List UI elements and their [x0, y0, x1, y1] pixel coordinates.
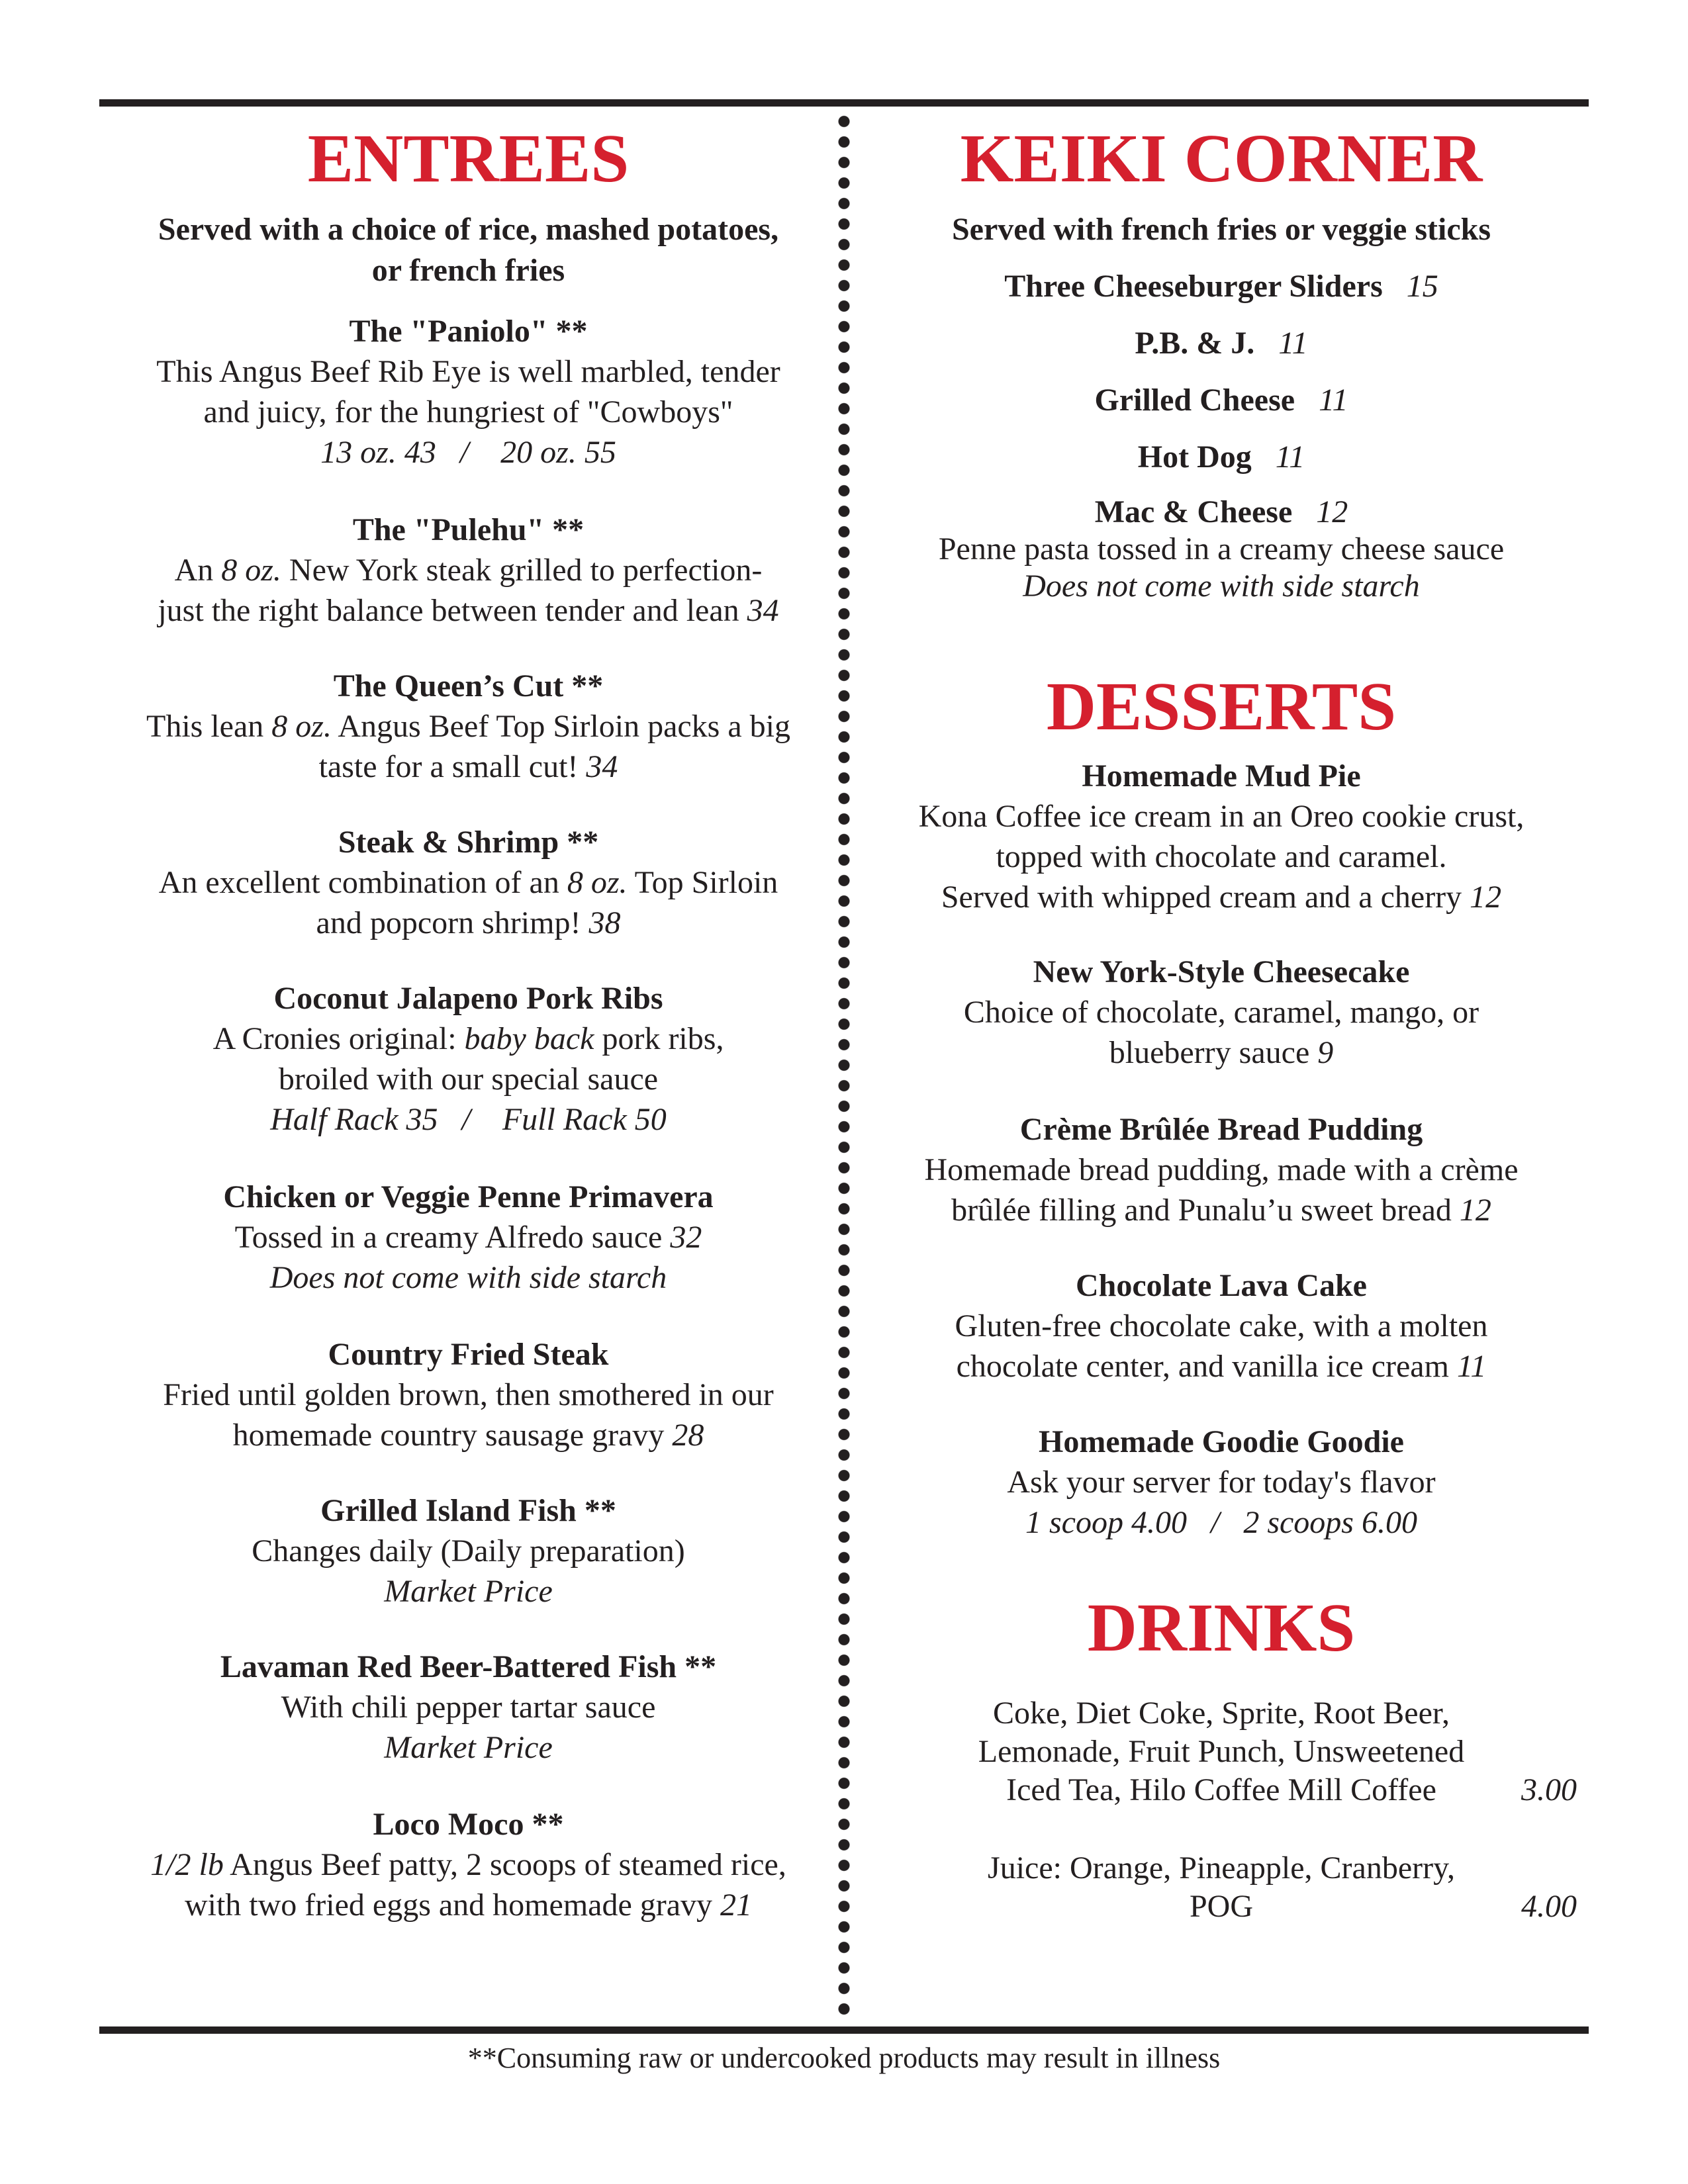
entree-desc: Tossed in a creamy Alfredo sauce 32 [234, 1220, 702, 1255]
entree-desc: This Angus Beef Rib Eye is well marbled, tender [156, 354, 780, 389]
dessert-price: 12 [1470, 880, 1502, 915]
keiki-name: P.B. & J. [1135, 326, 1255, 361]
dessert-desc: Choice of chocolate, caramel, mango, or [963, 995, 1479, 1030]
entree-item [106, 1490, 831, 1612]
dessert-desc: Homemade bread pudding, made with a crème [924, 1152, 1519, 1187]
keiki-price: 11 [1275, 439, 1305, 475]
entree-price: 32 [670, 1220, 702, 1255]
keiki-name: Three Cheeseburger Sliders [1004, 269, 1383, 304]
entree-price: Half Rack 35 / Full Rack 50 [270, 1102, 667, 1137]
dessert-name: Crème Brûlée Bread Pudding [1019, 1112, 1423, 1147]
entree-name: Coconut Jalapeno Pork Ribs [273, 981, 663, 1016]
entrees-subtitle-line2: or french fries [371, 253, 565, 288]
entree-name: The Queen’s Cut ** [333, 668, 604, 704]
desserts-heading: DESSERTS [1046, 668, 1397, 745]
entree-desc: taste for a small cut! 34 [318, 749, 618, 784]
drink-soda-line: Lemonade, Fruit Punch, Unsweetened [978, 1734, 1465, 1769]
dessert-price: 11 [1456, 1349, 1487, 1384]
entree-name: The "Paniolo" ** [349, 314, 588, 349]
keiki-name: Mac & Cheese [1094, 494, 1293, 529]
entrees-subtitle [106, 209, 831, 291]
entrees-subtitle-line1: Served with a choice of rice, mashed potatoes, [158, 212, 779, 247]
dessert-item [861, 756, 1582, 917]
dessert-item [861, 1109, 1582, 1230]
entree-price: 38 [588, 905, 621, 940]
dessert-desc: blueberry sauce 9 [1109, 1035, 1334, 1070]
entree-item [106, 311, 831, 473]
dessert-item [861, 952, 1582, 1073]
top-rule [99, 99, 1589, 107]
entree-desc: 1/2 lb Angus Beef patty, 2 scoops of steamed rice, [150, 1847, 786, 1882]
dessert-name: Homemade Goodie Goodie [1039, 1424, 1404, 1459]
dessert-desc: Ask your server for today's flavor [1007, 1465, 1436, 1500]
entree-desc: With chili pepper tartar sauce [281, 1690, 656, 1725]
drinks-heading: DRINKS [1087, 1590, 1356, 1666]
entree-desc: Changes daily (Daily preparation) [252, 1533, 685, 1569]
entree-item [106, 1804, 831, 1925]
entree-price: Market Price [384, 1730, 553, 1765]
entree-desc: and popcorn shrimp! 38 [316, 905, 621, 940]
entree-name: The "Pulehu" ** [352, 512, 585, 547]
entree-desc: Fried until golden brown, then smothered in our [163, 1377, 774, 1412]
keiki-item [861, 437, 1582, 477]
entree-desc: An excellent combination of an 8 oz. Top Sirloin [158, 865, 778, 900]
dessert-item [861, 1265, 1582, 1387]
entree-price: Market Price [384, 1574, 553, 1609]
entree-item [106, 510, 831, 631]
drink-soda-line: Coke, Diet Coke, Sprite, Root Beer, [993, 1696, 1450, 1731]
entree-name: Steak & Shrimp ** [338, 825, 599, 860]
drink-juice-line: POG 4.00 [861, 1888, 1582, 1926]
entree-desc: An 8 oz. New York steak grilled to perfection- [174, 553, 763, 588]
keiki-name: Hot Dog [1137, 439, 1252, 475]
dessert-desc: Served with whipped cream and a cherry 12 [941, 880, 1502, 915]
column-divider-dots [837, 111, 851, 2017]
dessert-name: Homemade Mud Pie [1082, 758, 1361, 794]
entree-name: Country Fried Steak [328, 1337, 609, 1372]
keiki-item [861, 494, 1582, 605]
entree-price: 13 oz. 43 / 20 oz. 55 [320, 435, 616, 470]
entree-item [106, 822, 831, 943]
entree-name: Grilled Island Fish ** [320, 1493, 616, 1528]
dessert-price: 12 [1459, 1193, 1491, 1228]
keiki-price: 15 [1406, 269, 1438, 304]
entree-price: 34 [747, 593, 779, 628]
keiki-note: Does not come with side starch [1023, 569, 1420, 604]
entree-item [106, 1647, 831, 1768]
entree-name: Lavaman Red Beer-Battered Fish ** [220, 1649, 717, 1684]
drink-soda-price: 3.00 [1521, 1772, 1577, 1807]
drink-juice-line: Juice: Orange, Pineapple, Cranberry, [988, 1850, 1455, 1886]
dessert-price: 9 [1317, 1035, 1334, 1070]
bottom-rule [99, 2026, 1589, 2034]
dessert-item [861, 1422, 1582, 1543]
entree-note: Does not come with side starch [269, 1260, 667, 1295]
dessert-name: Chocolate Lava Cake [1076, 1268, 1367, 1303]
keiki-item [861, 380, 1582, 420]
entree-item [106, 1334, 831, 1455]
keiki-price: 12 [1316, 494, 1348, 529]
entree-desc: just the right balance between tender and lean 34 [158, 593, 779, 628]
entree-price: 21 [720, 1888, 753, 1923]
entree-name: Loco Moco ** [373, 1807, 564, 1842]
entree-price: 34 [586, 749, 618, 784]
keiki-name: Grilled Cheese [1094, 383, 1295, 418]
entree-desc: and juicy, for the hungriest of "Cowboys" [203, 394, 733, 430]
keiki-desc: Penne pasta tossed in a creamy cheese sauce [938, 531, 1505, 567]
entree-item [106, 978, 831, 1140]
drink-soda-line: Iced Tea, Hilo Coffee Mill Coffee 3.00 [861, 1771, 1582, 1809]
dessert-price: 1 scoop 4.00 / 2 scoops 6.00 [1025, 1505, 1417, 1540]
dessert-desc: chocolate center, and vanilla ice cream 11 [956, 1349, 1487, 1384]
entree-desc: A Cronies original: baby back pork ribs, [212, 1021, 724, 1056]
dessert-name: New York-Style Cheesecake [1033, 954, 1410, 989]
dessert-desc: topped with chocolate and caramel. [996, 839, 1447, 874]
keiki-price: 11 [1319, 383, 1348, 418]
keiki-subtitle: Served with french fries or veggie sticks [951, 212, 1491, 247]
keiki-item [861, 266, 1582, 306]
keiki-heading: KEIKI CORNER [960, 120, 1483, 197]
entree-desc: broiled with our special sauce [278, 1062, 659, 1097]
dessert-desc: Gluten-free chocolate cake, with a molten [955, 1308, 1488, 1343]
entree-name: Chicken or Veggie Penne Primavera [223, 1179, 714, 1214]
keiki-price: 11 [1278, 326, 1308, 361]
dessert-desc: Kona Coffee ice cream in an Oreo cookie crust, [918, 799, 1524, 834]
drink-juice-price: 4.00 [1521, 1889, 1577, 1924]
entree-item [106, 1177, 831, 1298]
entree-desc: This lean 8 oz. Angus Beef Top Sirloin packs a big [146, 709, 790, 744]
entree-price: 28 [672, 1418, 704, 1453]
footer-disclaimer: **Consuming raw or undercooked products may result in illness [467, 2042, 1221, 2074]
keiki-item [861, 323, 1582, 363]
dessert-desc: brûlée filling and Punalu’u sweet bread 12 [951, 1193, 1491, 1228]
entree-desc: with two fried eggs and homemade gravy 21 [184, 1888, 753, 1923]
entree-desc: homemade country sausage gravy 28 [232, 1418, 704, 1453]
entrees-heading: ENTREES [307, 120, 630, 197]
entree-item [106, 666, 831, 787]
